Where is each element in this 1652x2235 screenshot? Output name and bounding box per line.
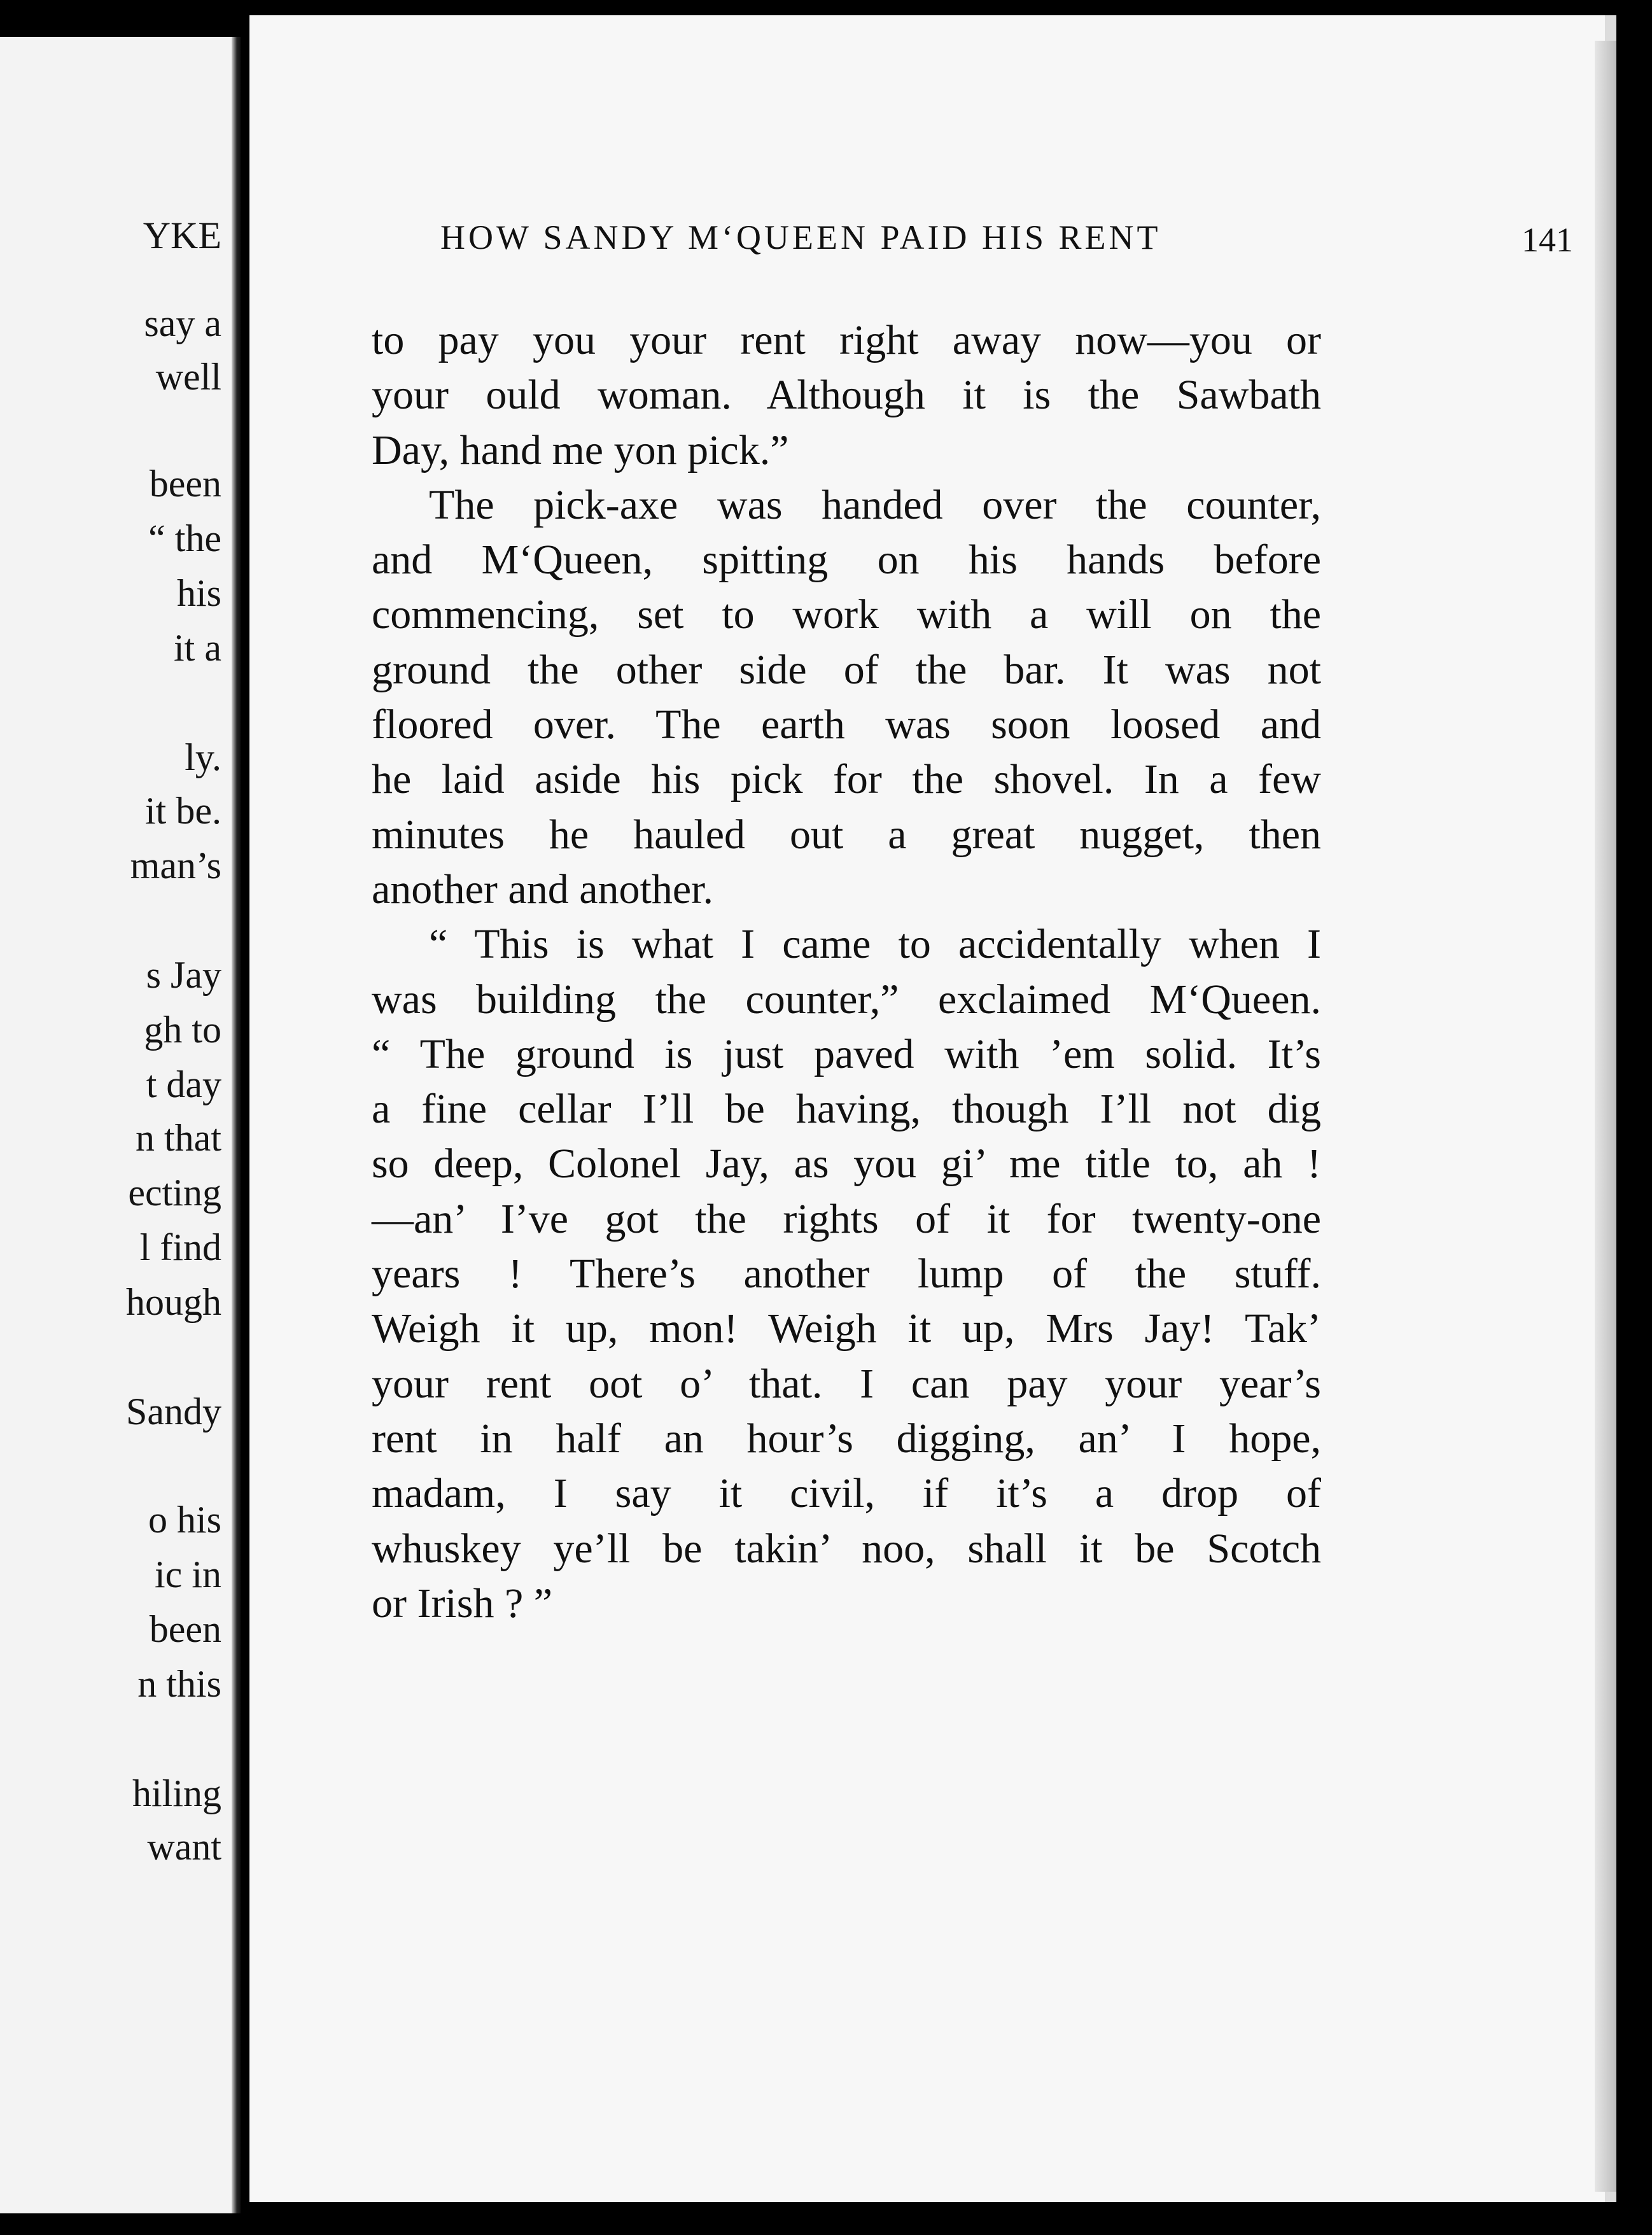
left-fragment: ic in — [155, 1553, 221, 1595]
left-fragment: gh to — [144, 1009, 221, 1051]
text-line: “ The ground is just paved with ’em solid. It’s — [372, 1030, 1321, 1077]
text-line: madam, I say it civil, if it’s a drop of — [372, 1470, 1321, 1517]
text-line: Day, hand me yon pick.” — [372, 426, 789, 473]
text-line: rent in half an hour’s digging, an’ I hope, — [372, 1415, 1321, 1462]
paragraph-start: “ This is what I came to accidentally when I — [429, 921, 1321, 968]
left-fragment: hiling — [132, 1772, 221, 1814]
text-line: ground the other side of the bar. It was not — [372, 646, 1321, 693]
text-line: your ould woman. Although it is the Sawbath — [372, 372, 1321, 419]
left-fragment: o his — [148, 1499, 221, 1541]
text-line: minutes he hauled out a great nugget, then — [372, 811, 1321, 858]
left-fragment: been — [149, 1608, 221, 1650]
page-edge-shadow — [1595, 41, 1616, 2192]
text-line: another and another. — [372, 865, 713, 913]
left-fragment: n this — [137, 1663, 221, 1705]
scan-border — [249, 2202, 1616, 2235]
text-line: so deep, Colonel Jay, as you gi’ me title to, ah ! — [372, 1140, 1321, 1188]
left-fragment: well — [155, 356, 221, 398]
left-fragment: ly. — [185, 736, 221, 778]
text-line: was building the counter,” exclaimed M‘Queen. — [372, 976, 1321, 1023]
running-head — [440, 218, 1573, 269]
left-fragment: say a — [144, 302, 221, 344]
text-line: your rent oot o’ that. I can pay your year’s — [372, 1360, 1321, 1407]
book-page — [249, 15, 1616, 2202]
page-gutter — [232, 37, 241, 2213]
left-fragment: “ the — [148, 517, 221, 559]
page-number: 141 — [1522, 221, 1573, 259]
left-fragment: been — [149, 463, 221, 505]
left-fragment: his — [176, 572, 221, 614]
text-line: years ! There’s another lump of the stuff. — [372, 1251, 1321, 1298]
left-fragment: n that — [136, 1117, 221, 1159]
left-fragment: want — [147, 1826, 221, 1868]
left-fragment: t day — [146, 1063, 221, 1105]
text-line: or Irish ? ” — [372, 1580, 553, 1627]
left-fragment: man’s — [130, 844, 221, 886]
left-fragment: it be. — [145, 790, 221, 832]
left-fragment: l find — [139, 1226, 221, 1268]
paragraph-start: The pick-axe was handed over the counter, — [429, 481, 1321, 528]
left-fragment: YKE — [143, 214, 221, 256]
left-fragment: it a — [174, 627, 221, 669]
left-fragment: ecting — [128, 1172, 221, 1214]
text-line: to pay you your rent right away now—you or — [372, 317, 1321, 363]
left-fragment: Sandy — [126, 1391, 221, 1433]
left-fragment: hough — [126, 1281, 221, 1323]
text-line: Weigh it up, mon! Weigh it up, Mrs Jay! Tak’ — [372, 1305, 1321, 1352]
text-line: whuskey ye’ll be takin’ noo, shall it be Scotch — [372, 1525, 1321, 1572]
left-fragment: s Jay — [146, 954, 221, 996]
text-line: floored over. The earth was soon loosed and — [372, 701, 1321, 748]
text-line: and M‘Queen, spitting on his hands before — [372, 536, 1321, 584]
body-text — [372, 313, 1321, 1631]
text-line: he laid aside his pick for the shovel. In a few — [372, 756, 1321, 803]
text-line: commencing, set to work with a will on the — [372, 591, 1321, 638]
text-line: a fine cellar I’ll be having, though I’ll not dig — [372, 1086, 1321, 1133]
text-line: —an’ I’ve got the rights of it for twenty-one — [372, 1195, 1321, 1242]
running-title: HOW SANDY M‘QUEEN PAID HIS RENT — [440, 218, 1161, 256]
facing-page-left — [0, 37, 241, 2213]
